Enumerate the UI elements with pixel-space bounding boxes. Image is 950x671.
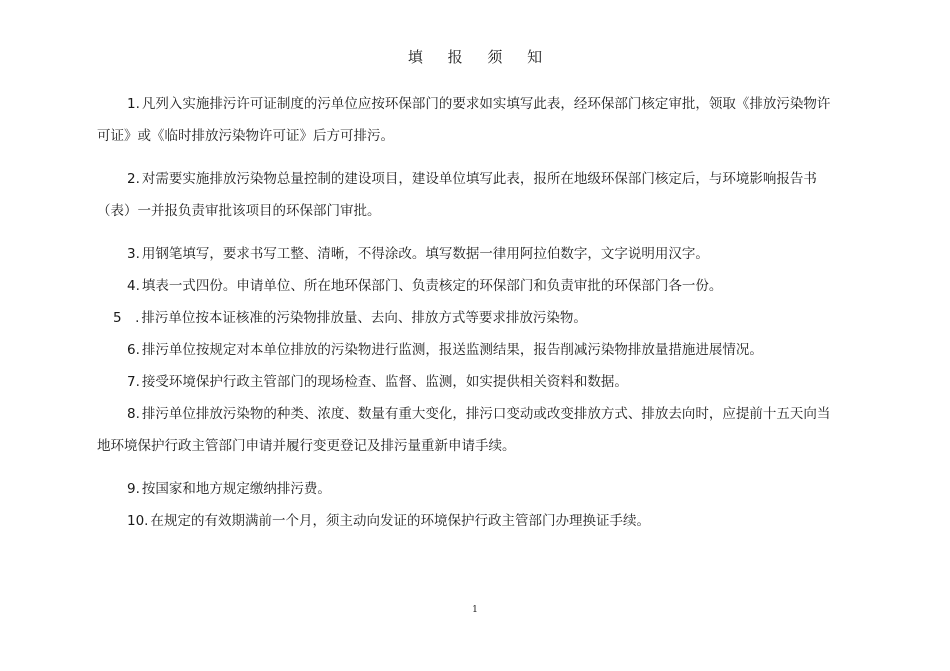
item-number: 3. <box>127 246 140 262</box>
instruction-item-3 <box>97 238 843 270</box>
instruction-item-1 <box>97 88 843 152</box>
item-number: 8. <box>127 406 140 422</box>
item-number: 1. <box>127 96 140 112</box>
instruction-item-8 <box>97 398 843 462</box>
item-text: 凡列入实施排污许可证制度的污单位应按环保部门的要求如实填写此表，经环保部门核定审批，领取《排放污染物许可证》或《临时排放污染物许可证》后方可排污。 <box>97 96 831 144</box>
item-number: 7. <box>127 374 140 390</box>
item-number: 5 . <box>113 310 140 326</box>
document-title: 填 报 须 知 <box>407 48 553 66</box>
item-number: 10. <box>127 513 149 529</box>
item-text: 在规定的有效期满前一个月，须主动向发证的环境保护行政主管部门办理换证手续。 <box>150 513 650 529</box>
item-number: 4. <box>127 278 140 294</box>
instruction-item-5 <box>97 302 843 334</box>
page-number: 1 <box>472 605 478 615</box>
item-text: 对需要实施排放污染物总量控制的建设项目，建设单位填写此表，报所在地级环保部门核定后，与环境影响报告书（表）一并报负责审批该项目的环保部门审批。 <box>97 171 817 219</box>
item-number: 9. <box>127 481 140 497</box>
instruction-item-6 <box>97 334 843 366</box>
instruction-item-10 <box>97 505 843 537</box>
item-text: 按国家和地方规定缴纳排污费。 <box>141 481 331 497</box>
instruction-item-7 <box>97 366 843 398</box>
item-text: 排污单位按规定对本单位排放的污染物进行监测，报送监测结果，报告削减污染物排放量措施进展情况。 <box>141 342 763 358</box>
instruction-item-2 <box>97 163 843 227</box>
item-text: 填表一式四份。申请单位、所在地环保部门、负责核定的环保部门和负责审批的环保部门各一份。 <box>141 278 723 294</box>
item-text: 接受环境保护行政主管部门的现场检查、监督、监测，如实提供相关资料和数据。 <box>141 374 628 390</box>
item-text: 排污单位排放污染物的种类、浓度、数量有重大变化，排污口变动或改变排放方式、排放去向时，应提前十五天向当地环境保护行政主管部门申请并履行变更登记及排污量重新申请手续。 <box>97 406 831 454</box>
item-text: 用钢笔填写，要求书写工整、清晰，不得涂改。填写数据一律用阿拉伯数字，文字说明用汉字。 <box>141 246 709 262</box>
instruction-item-4 <box>97 270 843 302</box>
item-number: 2. <box>127 171 140 187</box>
instruction-item-9 <box>97 473 843 505</box>
item-number: 6. <box>127 342 140 358</box>
item-text: 排污单位按本证核准的污染物排放量、去向、排放方式等要求排放污染物。 <box>141 310 587 326</box>
instructions-list <box>97 88 843 537</box>
